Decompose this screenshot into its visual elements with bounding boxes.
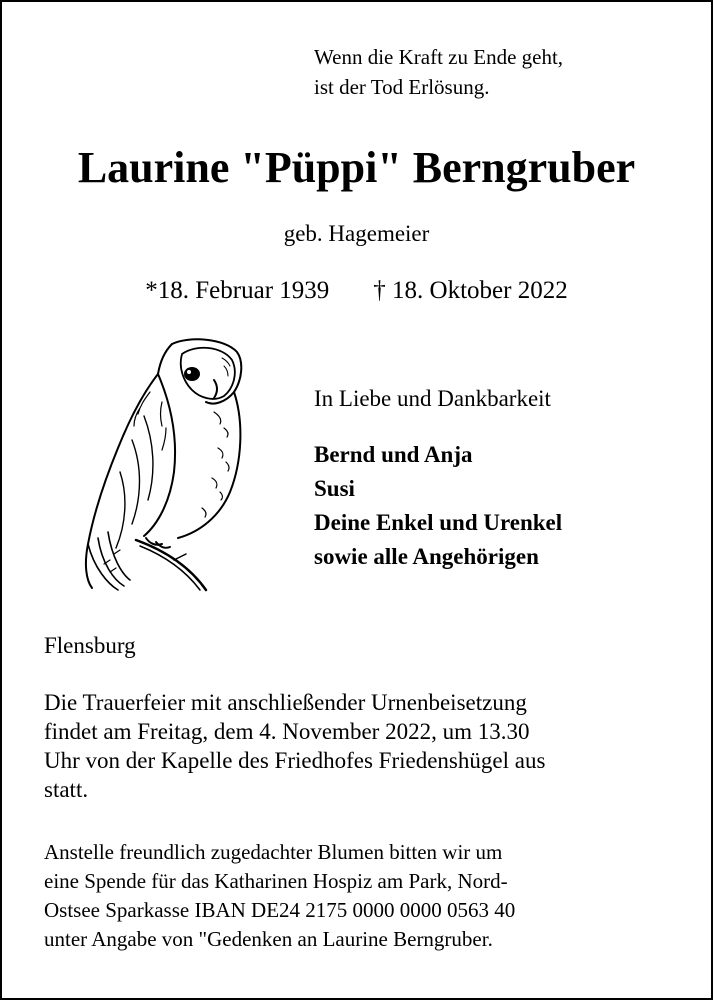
donation-line: Ostsee Sparkasse IBAN DE24 2175 0000 0000 0563 40: [44, 898, 516, 922]
service-line: Die Trauerfeier mit anschließender Urnenbeisetzung: [44, 690, 527, 715]
death-date: † 18. Oktober 2022: [373, 277, 568, 304]
mourner-entry: sowie alle Angehörigen: [314, 544, 539, 569]
owl-illustration: [74, 332, 249, 594]
deceased-name: Laurine "Püppi" Berngruber: [77, 143, 636, 192]
birth-name: geb. Hagemeier: [283, 221, 430, 246]
donation-line: unter Angabe von "Gedenken an Laurine Berngruber.: [44, 927, 493, 951]
service-line: statt.: [44, 777, 89, 802]
donation-line: Anstelle freundlich zugedachter Blumen bitten wir um: [44, 840, 503, 864]
donation-line: eine Spende für das Katharinen Hospiz am Park, Nord-: [44, 869, 508, 893]
mourner-entry: Deine Enkel und Urenkel: [314, 510, 563, 535]
mourners-list: [314, 438, 562, 574]
mourner-entry: Susi: [314, 476, 355, 501]
funeral-service-info: [44, 688, 545, 804]
thanks-line: In Liebe und Dankbarkeit: [314, 386, 551, 411]
service-line: findet am Freitag, dem 4. November 2022, um 13.30: [44, 719, 530, 744]
service-line: Uhr von der Kapelle des Friedhofes Friedenshügel aus: [44, 748, 546, 773]
mourner-entry: Bernd und Anja: [314, 442, 473, 467]
motto-quote: [314, 42, 563, 102]
life-dates: [2, 274, 711, 308]
motto-line: ist der Tod Erlösung.: [314, 75, 490, 99]
motto-line: Wenn die Kraft zu Ende geht,: [314, 45, 564, 69]
city: Flensburg: [44, 633, 136, 658]
birth-date: *18. Februar 1939: [145, 277, 330, 304]
donation-request: [44, 838, 515, 954]
